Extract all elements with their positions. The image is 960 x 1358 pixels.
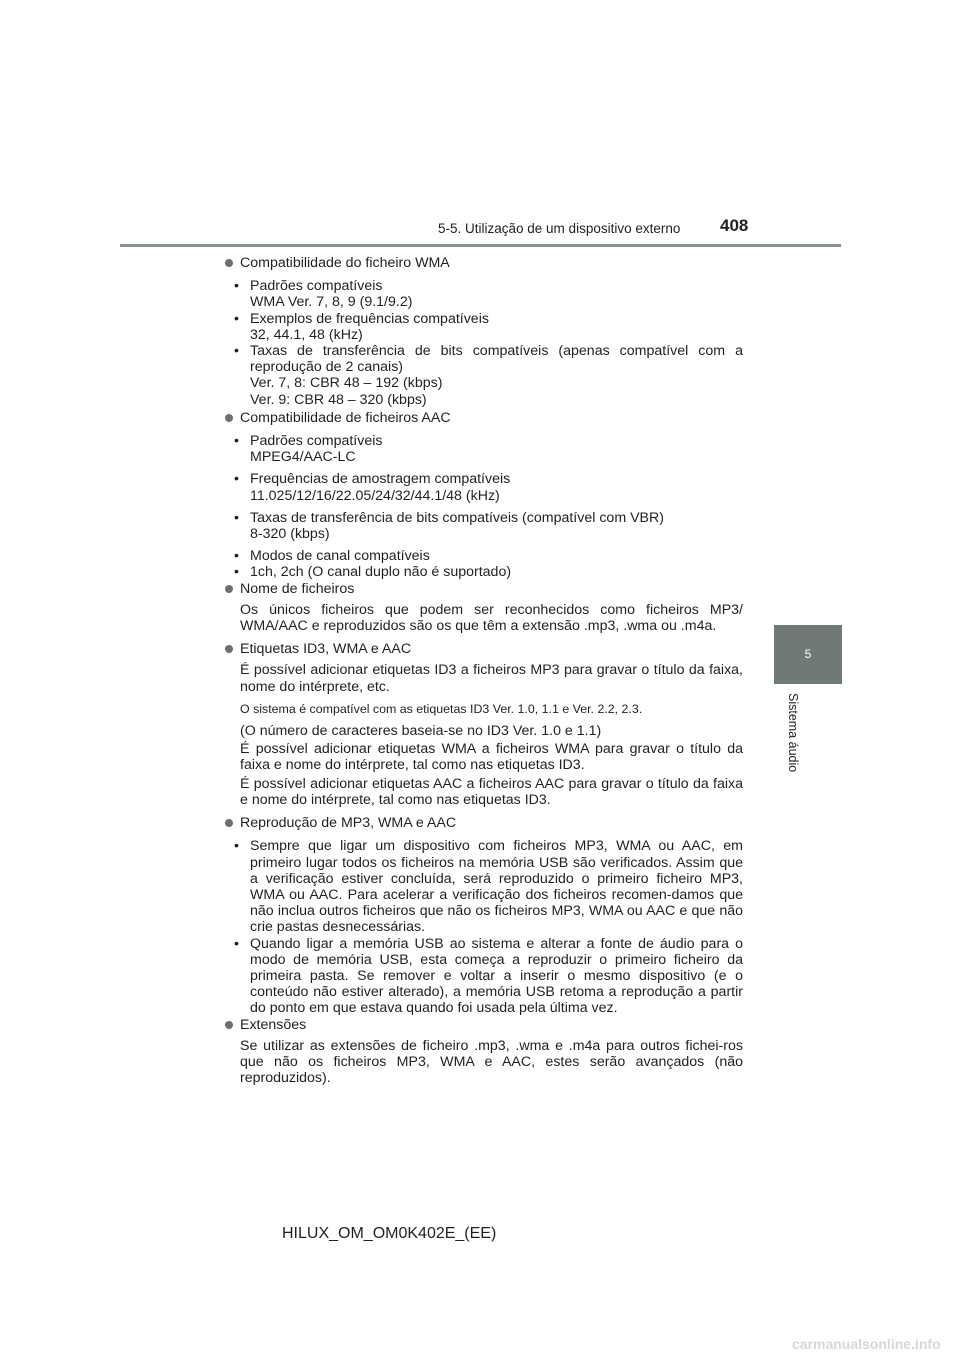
chapter-tab bbox=[774, 625, 842, 684]
tags-paragraph: É possível adicionar etiquetas AAC a ficheiros AAC para gravar o título da faixa e nome do intérprete, tal como nas etiquetas ID3. bbox=[240, 775, 743, 808]
wma-list bbox=[225, 278, 743, 408]
section-header: 5-5. Utilização de um dispositivo externo bbox=[438, 221, 681, 236]
header-divider bbox=[120, 244, 841, 247]
chapter-title: Sistema áudio bbox=[786, 693, 800, 773]
tags-paragraph: (O número de caracteres baseia-se no ID3 Ver. 1.0 e 1.1) bbox=[240, 723, 602, 740]
page-content bbox=[225, 255, 743, 1086]
section-heading-extensions: Extensões bbox=[225, 1017, 743, 1033]
list-item: • Padrões compatíveis MPEG4/AAC-LC bbox=[234, 433, 383, 466]
list-item: • Taxas de transferência de bits compatíveis (apenas compatível com a reprodução de 2 canais) Ver. 7, 8: CBR 48 – 192 (kbps) Ver. 9: CBR 48 – 320 (kbps) bbox=[234, 343, 743, 408]
tags-paragraph: O sistema é compatível com as etiquetas ID3 Ver. 1.0, 1.1 e Ver. 2.2, 2.3. bbox=[240, 701, 643, 716]
bullet-dot-icon bbox=[225, 414, 233, 422]
list-item: • 1ch, 2ch (O canal duplo não é suportado) bbox=[234, 564, 512, 581]
extensions-text: Se utilizar as extensões de ficheiro .mp3, .wma e .m4a para outros fichei-ros que não os ficheiros MP3, WMA e AAC, estes serão avançados (não reproduzidos). bbox=[240, 1037, 743, 1087]
list-item: • Padrões compatíveis WMA Ver. 7, 8, 9 (9.1/9.2) bbox=[234, 278, 413, 311]
watermark: carmanualsonline.info bbox=[792, 1336, 941, 1352]
list-item: • Quando ligar a memória USB ao sistema e alterar a fonte de áudio para o modo de memória USB, esta começa a reproduzir o primeiro ficheiro da primeira pasta. Se remover e voltar a inserir o mesmo dispositivo (e o conteúdo não estiver alterado), a memória USB retoma a reprodução a partir do ponto em que estava quando foi usada pela última vez. bbox=[234, 935, 743, 1017]
tags-paragraph: É possível adicionar etiquetas ID3 a ficheiros MP3 para gravar o título da faixa, nome do intérprete, etc. bbox=[240, 662, 743, 695]
aac-list bbox=[225, 433, 743, 581]
section-heading-tags: Etiquetas ID3, WMA e AAC bbox=[225, 641, 743, 657]
list-item: • Exemplos de frequências compatíveis 32, 44.1, 48 (kHz) bbox=[234, 310, 489, 343]
list-item: • Frequências de amostragem compatíveis 11.025/12/16/22.05/24/32/44.1/48 (kHz) bbox=[234, 471, 511, 504]
playback-list bbox=[225, 838, 743, 1016]
bullet-dot-icon bbox=[225, 1021, 233, 1029]
bullet-dot-icon bbox=[225, 819, 233, 827]
chapter-number: 5 bbox=[804, 647, 812, 661]
section-heading-playback: Reprodução de MP3, WMA e AAC bbox=[225, 815, 743, 831]
filenames-text: Os únicos ficheiros que podem ser reconhecidos como ficheiros MP3/ WMA/AAC e reproduzidos são os que têm a extensão .mp3, .wma ou .m4a. bbox=[240, 601, 743, 635]
bullet-dot-icon bbox=[225, 259, 233, 267]
document-code: HILUX_OM_OM0K402E_(EE) bbox=[282, 1225, 497, 1242]
bullet-dot-icon bbox=[225, 645, 233, 653]
bullet-dot-icon bbox=[225, 585, 233, 593]
list-item: • Taxas de transferência de bits compatíveis (compatível com VBR) 8-320 (kbps) bbox=[234, 509, 664, 543]
section-heading-filenames: Nome de ficheiros bbox=[225, 581, 743, 597]
section-heading-wma: Compatibilidade do ficheiro WMA bbox=[225, 255, 743, 271]
section-heading-aac: Compatibilidade de ficheiros AAC bbox=[225, 410, 743, 426]
tags-paragraph: É possível adicionar etiquetas WMA a ficheiros WMA para gravar o título da faixa e nome do intérprete, tal como nas etiquetas ID3. bbox=[240, 741, 743, 774]
list-item: • Sempre que ligar um dispositivo com ficheiros MP3, WMA ou AAC, em primeiro lugar todos os ficheiros na memória USB são verificados. Assim que a verificação estiver concluída, será reproduzido o primeiro ficheiro MP3, WMA ou AAC. Para acelerar a verificação dos ficheiros recomen-damos que não inclua outros ficheiros que não os ficheiros MP3, WMA ou AAC e que não crie pastas desnecessárias. bbox=[234, 838, 743, 936]
page-number: 408 bbox=[720, 216, 749, 235]
list-item: • Modos de canal compatíveis bbox=[234, 548, 430, 565]
